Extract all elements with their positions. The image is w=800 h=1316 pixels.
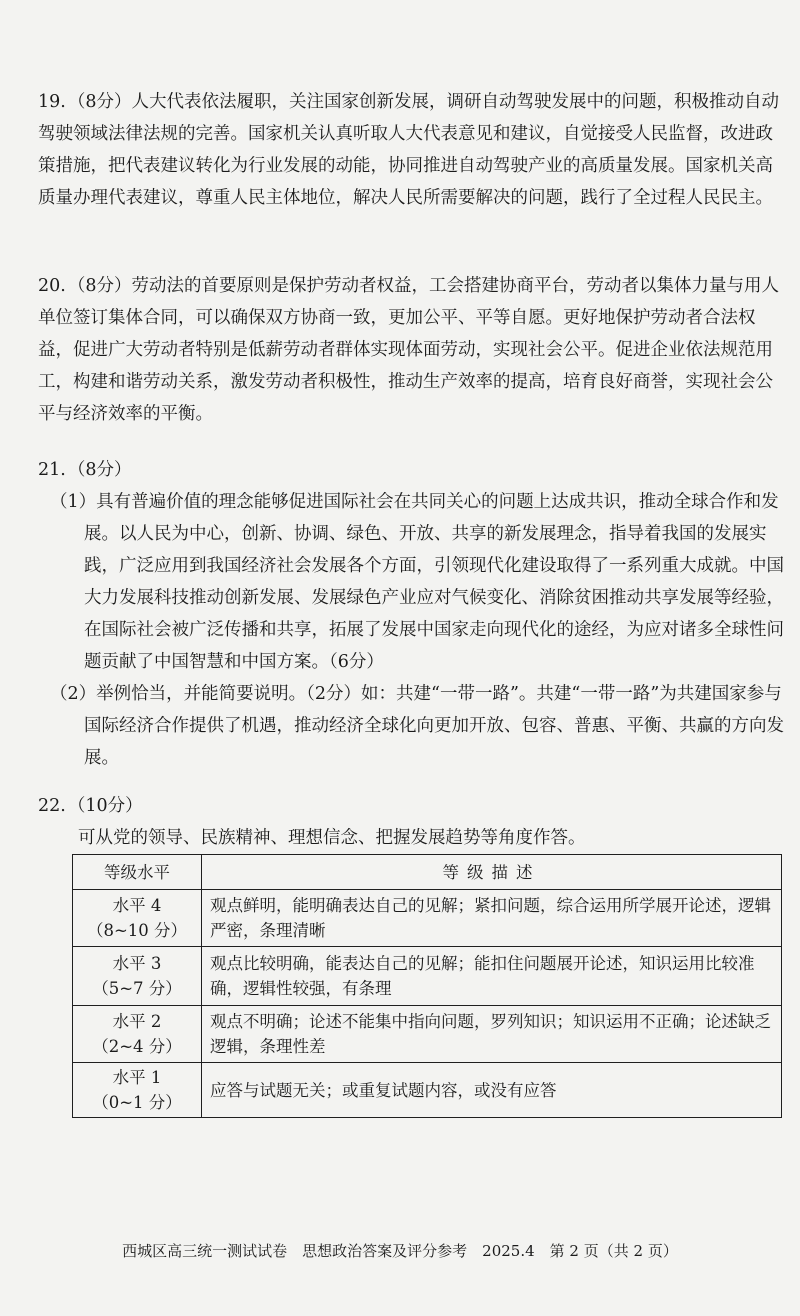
grading-rubric-table xyxy=(72,854,782,1118)
page-footer: 西城区高三统一测试试卷 思想政治答案及评分参考 2025.4 第 2 页（共 2 页） xyxy=(122,1242,678,1260)
level-description: 观点比较明确，能表达自己的见解；能扣住问题展开论述，知识运用比较准确，逻辑性较强，有条理 xyxy=(202,947,782,1006)
level-name: 水平 4 xyxy=(112,896,162,915)
question-19 xyxy=(38,86,790,214)
table-row xyxy=(73,1006,782,1063)
question-answer-text: （8分）人大代表依法履职，关注国家创新发展，调研自动驾驶发展中的问题，积极推动自动驾驶领域法律法规的完善。国家机关认真听取人大代表意见和建议，自觉接受人民监督，改进政策措施，把代表建议转化为行业发展的动能，协同推进自动驾驶产业的高质量发展。国家机关高质量办理代表建议，尊重人民主体地位，解决人民所需要解决的问题，践行了全过程人民民主。 xyxy=(38,92,779,208)
question-22 xyxy=(38,790,790,854)
question-number: 20. xyxy=(38,276,66,296)
question-answer-text: （8分）劳动法的首要原则是保护劳动者权益，工会搭建协商平台，劳动者以集体力量与用人单位签订集体合同，可以确保双方协商一致，更加公平、平等自愿。更好地保护劳动者合法权益，促进广大劳动者特别是低薪劳动者群体实现体面劳动，实现社会公平。促进企业依法规范用工，构建和谐劳动关系，激发劳动者积极性，推动生产效率的提高，培育良好商誉，实现社会公平与经济效率的平衡。 xyxy=(38,276,779,424)
table-row xyxy=(73,947,782,1006)
level-range: （8~10 分） xyxy=(86,921,188,940)
level-name: 水平 1 xyxy=(112,1068,162,1087)
header-level: 等级水平 xyxy=(73,855,202,890)
level-name: 水平 2 xyxy=(112,1012,162,1031)
table-row xyxy=(73,1063,782,1118)
question-score: （10分） xyxy=(67,796,143,816)
level-description: 应答与试题无关；或重复试题内容，或没有应答 xyxy=(202,1063,782,1118)
level-range: （2~4 分） xyxy=(92,1037,182,1056)
table-header-row xyxy=(73,855,782,890)
question-number: 19. xyxy=(38,92,66,112)
question-21 xyxy=(38,454,790,774)
question-number: 22. xyxy=(38,796,66,816)
question-number: 21. xyxy=(38,460,66,480)
question-score: （8分） xyxy=(67,460,132,480)
answer-part-2: （2）举例恰当，并能简要说明。（2分）如：共建“一带一路”。共建“一带一路”为共建国家参与国际经济合作提供了机遇，推动经济全球化向更加开放、包容、普惠、平衡、共赢的方向发展。 xyxy=(50,684,784,768)
level-name: 水平 3 xyxy=(112,954,162,973)
level-description: 观点不明确；论述不能集中指向问题，罗列知识；知识运用不正确；论述缺乏逻辑，条理性差 xyxy=(202,1006,782,1063)
level-range: （5~7 分） xyxy=(92,979,182,998)
level-range: （0~1 分） xyxy=(92,1093,182,1112)
question-20 xyxy=(38,270,790,430)
table-row xyxy=(73,890,782,947)
header-description: 等级描述 xyxy=(202,855,782,890)
answer-part-1: （1）具有普遍价值的理念能够促进国际社会在共同关心的问题上达成共识，推动全球合作和发展。以人民为中心，创新、协调、绿色、开放、共享的新发展理念，指导着我国的发展实践，广泛应用到我国经济社会发展各个方面，引领现代化建设取得了一系列重大成就。中国大力发展科技推动创新发展、发展绿色产业应对气候变化、消除贫困推动共享发展等经验，在国际社会被广泛传播和共享，拓展了发展中国家走向现代化的途经，为应对诸多全球性问题贡献了中国智慧和中国方案。（6分） xyxy=(50,492,784,672)
question-intro: 可从党的领导、民族精神、理想信念、把握发展趋势等角度作答。 xyxy=(78,828,586,848)
level-description: 观点鲜明，能明确表达自己的见解；紧扣问题，综合运用所学展开论述，逻辑严密，条理清晰 xyxy=(202,890,782,947)
